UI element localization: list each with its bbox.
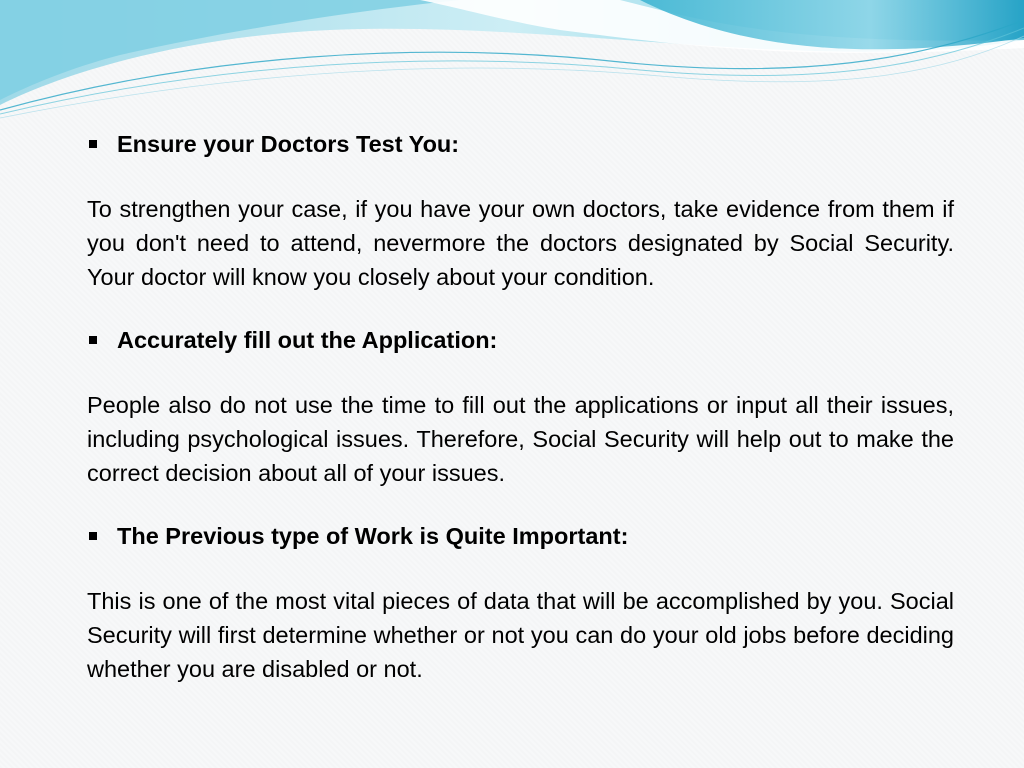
header-wave-decoration (0, 0, 1024, 120)
square-bullet-icon (89, 532, 97, 540)
section-heading: Accurately fill out the Application: (117, 327, 498, 353)
section-paragraph: This is one of the most vital pieces of data that will be accomplished by you. Social Security will first determine whether or not you can do your old jobs before deciding whether you are disabled or not. (87, 588, 954, 682)
square-bullet-icon (89, 140, 97, 148)
section-heading: The Previous type of Work is Quite Important: (117, 523, 629, 549)
section-paragraph: People also do not use the time to fill out the applications or input all their issues, including psychological issues. Therefore, Social Security will help out to make the correct decision about all of your issues. (87, 392, 954, 486)
section-heading-row (87, 514, 954, 558)
section-heading: Ensure your Doctors Test You: (117, 131, 460, 157)
square-bullet-icon (89, 336, 97, 344)
section-heading-row (87, 318, 954, 362)
section-heading-row (87, 122, 954, 166)
content-area (87, 122, 954, 686)
section-paragraph: To strengthen your case, if you have your own doctors, take evidence from them if you don't need to attend, nevermore the doctors designated by Social Security. Your doctor will know you closely about your condition. (87, 196, 954, 290)
